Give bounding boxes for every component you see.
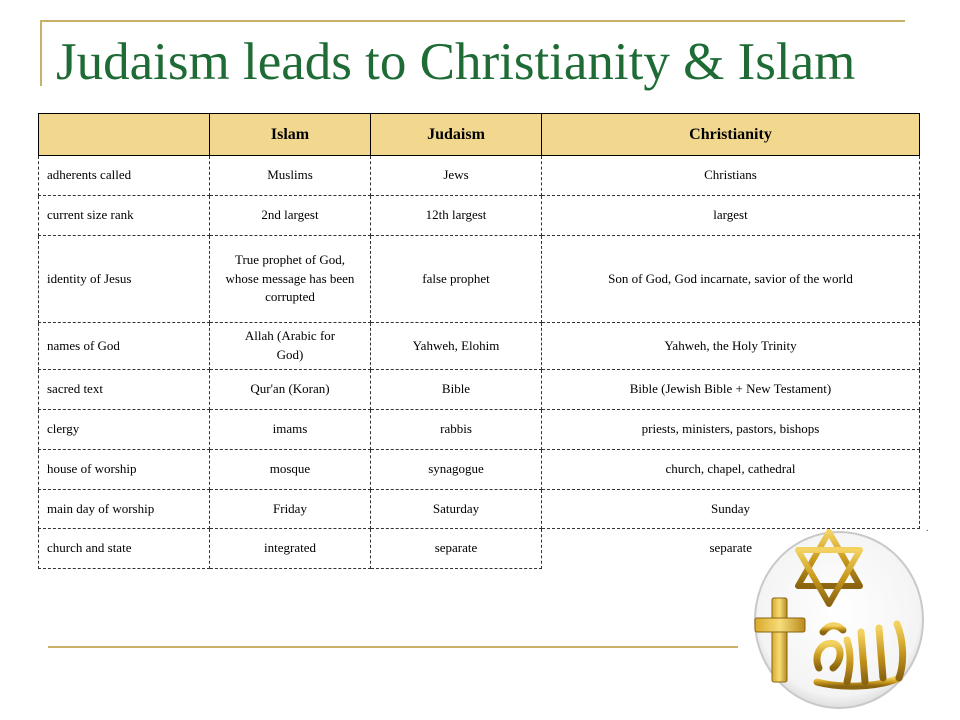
row-label: clergy: [39, 410, 210, 450]
table-header-row: [39, 114, 920, 156]
decorative-dot: .: [926, 523, 929, 534]
cell-islam: [210, 236, 371, 323]
cell-judaism: false prophet: [371, 236, 542, 323]
cell-christianity: Christians: [542, 156, 920, 196]
row-label: church and state: [39, 529, 210, 569]
table-row: [39, 323, 920, 370]
cell-islam: 2nd largest: [210, 196, 371, 236]
row-label: names of God: [39, 323, 210, 370]
header-judaism: Judaism: [371, 114, 542, 156]
slide-title: Judaism leads to Christianity & Islam: [56, 33, 856, 91]
cell-islam-text: True prophet of God, whose message has been corrupted: [225, 251, 355, 305]
header-empty: [39, 114, 210, 156]
cell-christianity: Bible (Jewish Bible + New Testament): [542, 370, 920, 410]
cell-christianity: separate: [709, 540, 753, 556]
cell-islam: imams: [210, 410, 371, 450]
comparison-table: [38, 113, 920, 569]
table-row: [39, 156, 920, 196]
cell-islam: Qur'an (Koran): [210, 370, 371, 410]
cell-judaism: Bible: [371, 370, 542, 410]
cell-christianity: Sunday: [542, 490, 920, 529]
top-rule: [40, 20, 905, 22]
cell-christianity: priests, ministers, pastors, bishops: [542, 410, 920, 450]
cell-islam: [210, 323, 371, 370]
table-row: [39, 450, 920, 490]
cell-islam: Muslims: [210, 156, 371, 196]
table-row: [39, 236, 920, 323]
cell-christianity: largest: [542, 196, 920, 236]
row-label: main day of worship: [39, 490, 210, 529]
header-islam: Islam: [210, 114, 371, 156]
row-label: house of worship: [39, 450, 210, 490]
cell-christianity: Yahweh, the Holy Trinity: [542, 323, 920, 370]
cell-judaism: rabbis: [371, 410, 542, 450]
table-row: [39, 410, 920, 450]
cell-judaism: separate: [371, 529, 542, 569]
cell-islam: mosque: [210, 450, 371, 490]
header-christianity: Christianity: [542, 114, 920, 156]
cell-islam: integrated: [210, 529, 371, 569]
row-label: sacred text: [39, 370, 210, 410]
left-rule: [40, 20, 42, 86]
cell-judaism: 12th largest: [371, 196, 542, 236]
cell-christianity: church, chapel, cathedral: [542, 450, 920, 490]
cell-christianity: Son of God, God incarnate, savior of the world: [542, 236, 920, 323]
cell-judaism: Yahweh, Elohim: [371, 323, 542, 370]
table-row: [39, 196, 920, 236]
table-row: [39, 370, 920, 410]
cell-judaism: synagogue: [371, 450, 542, 490]
cell-judaism: Saturday: [371, 490, 542, 529]
cell-islam: Friday: [210, 490, 371, 529]
three-faiths-emblem: [747, 520, 927, 710]
row-label: current size rank: [39, 196, 210, 236]
row-label: identity of Jesus: [39, 236, 210, 323]
cell-judaism: Jews: [371, 156, 542, 196]
row-label: adherents called: [39, 156, 210, 196]
cell-islam-text: Allah (Arabic for God): [244, 328, 336, 362]
bottom-rule: [48, 646, 738, 648]
